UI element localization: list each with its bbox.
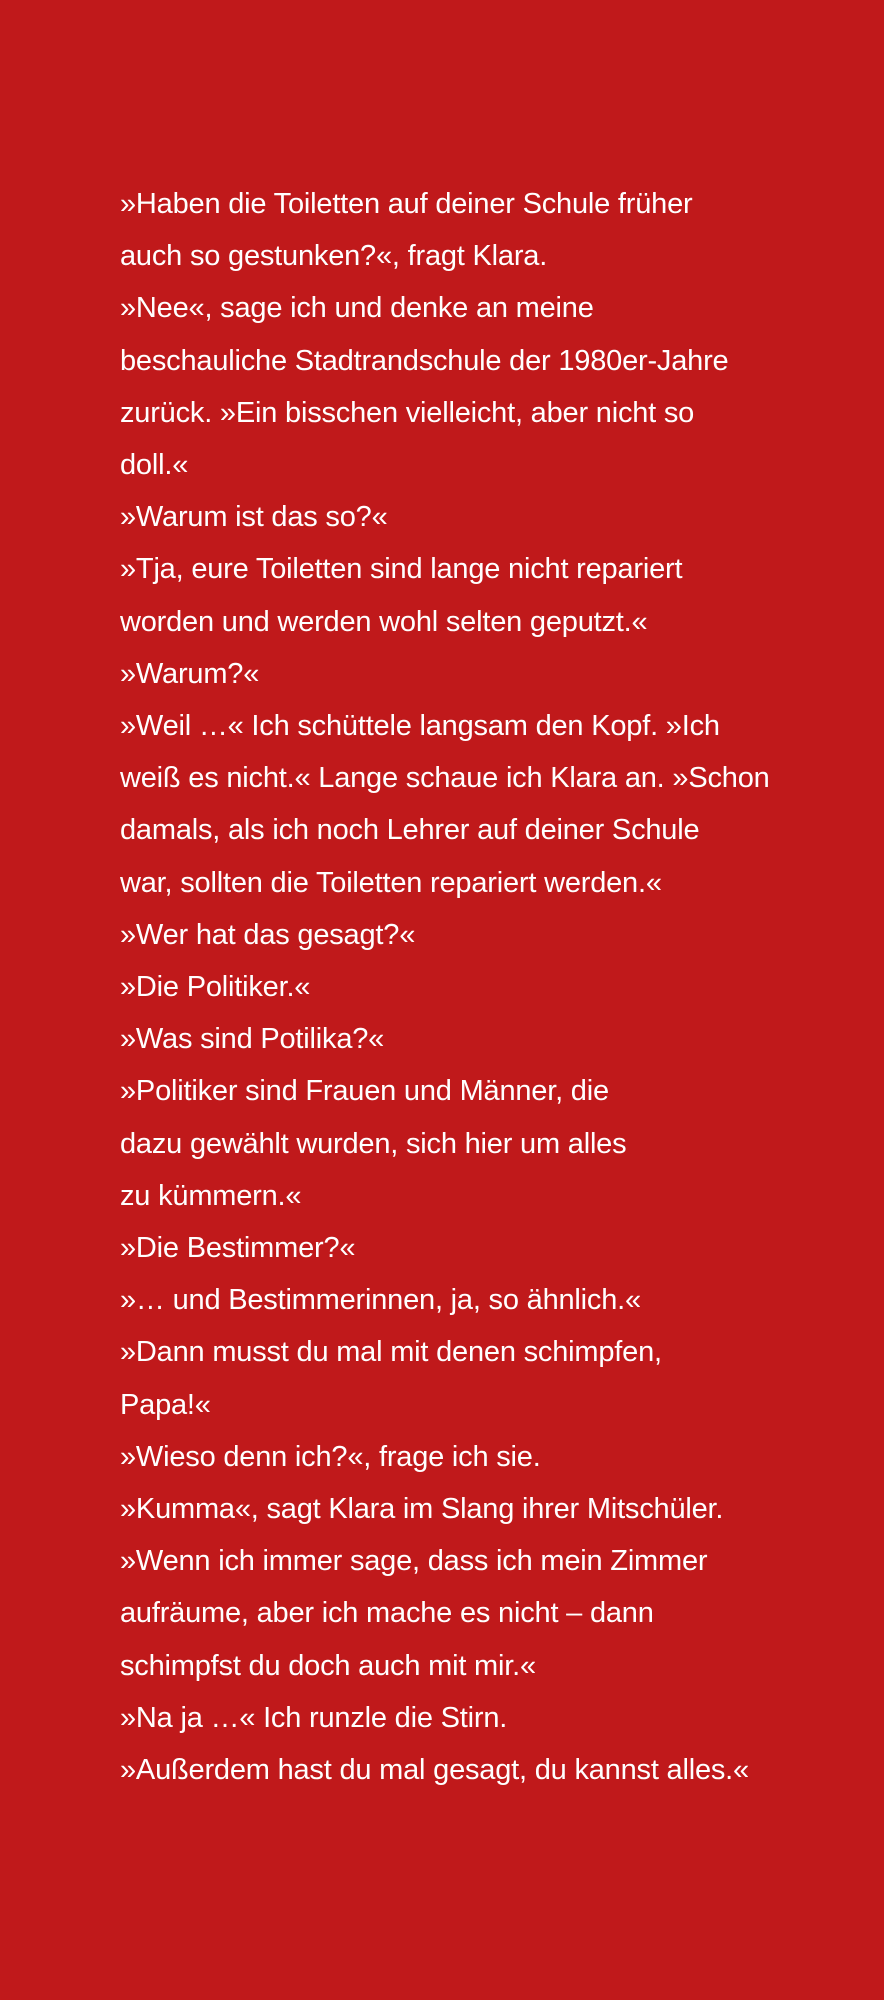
page-text	[120, 178, 860, 1796]
text-line: Papa!«	[120, 1388, 211, 1421]
text-line: »Die Politiker.«	[120, 971, 311, 1004]
text-line: worden und werden wohl selten geputzt.«	[120, 605, 648, 638]
text-line: »Außerdem hast du mal gesagt, du kannst alles.«	[120, 1754, 749, 1787]
text-line: »Weil …« Ich schüttele langsam den Kopf. »Ich	[120, 710, 720, 743]
text-line: »Haben die Toiletten auf deiner Schule früher	[120, 188, 693, 220]
text-line: »Wieso denn ich?«, frage ich sie.	[120, 1440, 541, 1473]
text-line: dazu gewählt wurden, sich hier um alles	[120, 1127, 627, 1160]
text-line: »Wer hat das gesagt?«	[120, 918, 416, 951]
text-line: »Tja, eure Toiletten sind lange nicht repariert	[120, 553, 683, 586]
text-line: auch so gestunken?«, fragt Klara.	[120, 240, 548, 273]
text-line: zurück. »Ein bisschen vielleicht, aber nicht so	[120, 396, 695, 429]
text-line: aufräume, aber ich mache es nicht – dann	[120, 1597, 654, 1630]
text-line: »Warum ist das so?«	[120, 501, 388, 534]
text-line: schimpfst du doch auch mit mir.«	[120, 1649, 536, 1682]
text-line: beschauliche Stadtrandschule der 1980er-Jahre	[120, 344, 729, 377]
text-line: »Nee«, sage ich und denke an meine	[120, 292, 594, 325]
text-line: »Was sind Potilika?«	[120, 1023, 385, 1056]
text-line: weiß es nicht.« Lange schaue ich Klara an. »Schon	[120, 762, 770, 795]
text-line: »Warum?«	[120, 657, 260, 690]
text-line: »Wenn ich immer sage, dass ich mein Zimmer	[120, 1545, 708, 1578]
text-line: doll.«	[120, 449, 189, 482]
text-line: »Die Bestimmer?«	[120, 1232, 356, 1265]
text-line: »Politiker sind Frauen und Männer, die	[120, 1075, 609, 1108]
text-line: »Kumma«, sagt Klara im Slang ihrer Mitschüler.	[120, 1493, 724, 1526]
text-line: »… und Bestimmerinnen, ja, so ähnlich.«	[120, 1284, 641, 1317]
text-line: »Na ja …« Ich runzle die Stirn.	[120, 1701, 508, 1734]
text-line: zu kümmern.«	[120, 1179, 302, 1212]
text-line: damals, als ich noch Lehrer auf deiner Schule	[120, 814, 700, 847]
text-line: war, sollten die Toiletten repariert werden.«	[120, 866, 662, 899]
text-line: »Dann musst du mal mit denen schimpfen,	[120, 1336, 662, 1369]
